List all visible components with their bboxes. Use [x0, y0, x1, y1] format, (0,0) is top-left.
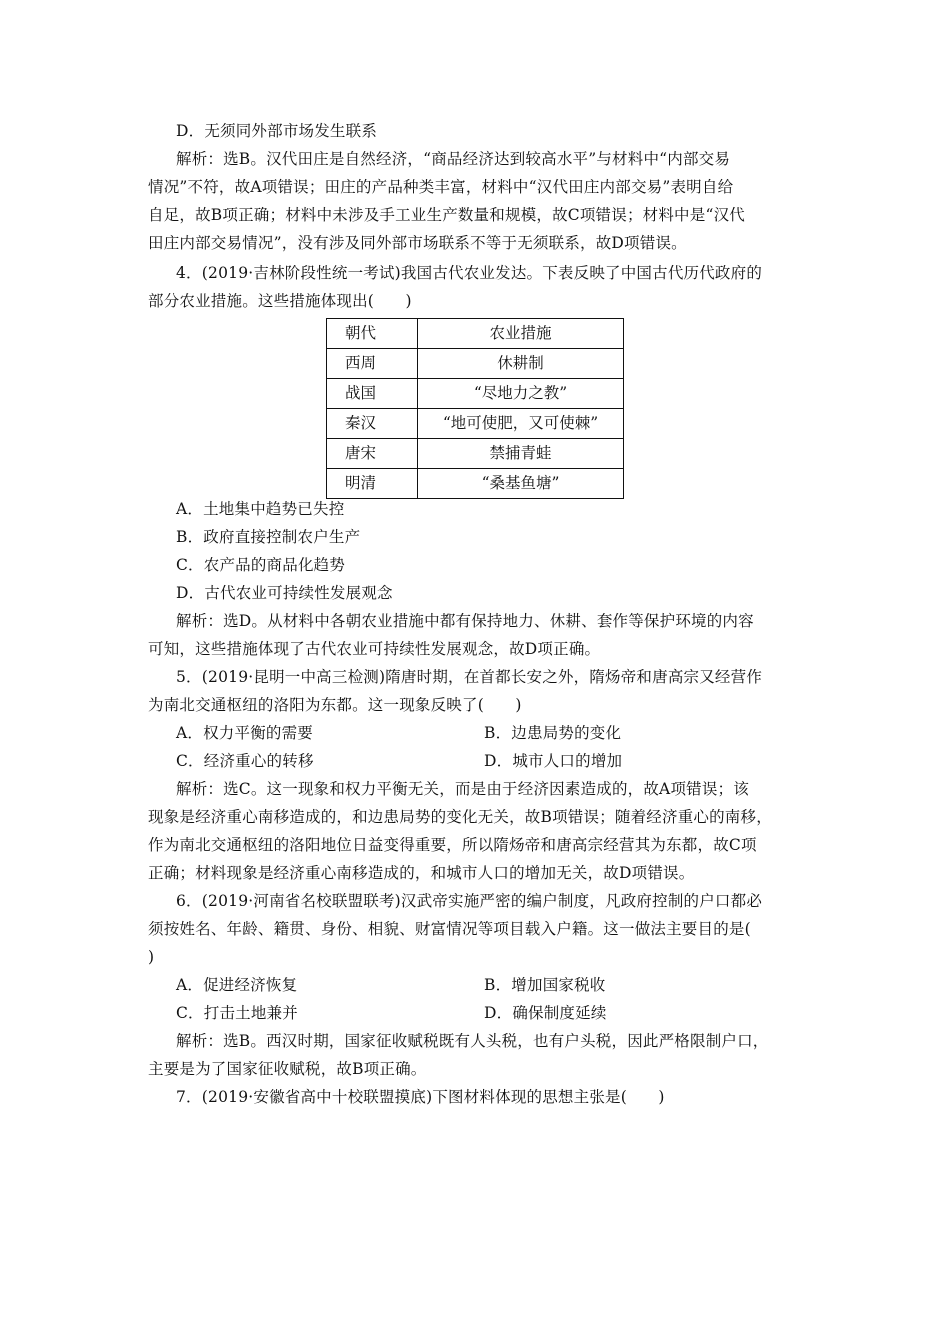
q5-analysis-line: 现象是经济重心南移造成的，和边患局势的变化无关，故B项错误；随着经济重心的南移，	[148, 808, 772, 826]
table-cell-measure: “尽地力之教”	[418, 379, 624, 409]
q4-stem-line: 部分农业措施。这些措施体现出( )	[148, 292, 412, 310]
q4-stem-line: 4．(2019·吉林阶段性统一考试)我国古代农业发达。下表反映了中国古代历代政府的	[176, 264, 763, 282]
q5-option-d: D．城市人口的增加	[484, 752, 623, 770]
q5-option-b: B．边患局势的变化	[484, 724, 622, 742]
table-row	[327, 409, 624, 439]
q3-analysis-line: 情况”不符，故A项错误；田庄的产品种类丰富，材料中“汉代田庄内部交易”表明自给	[148, 178, 734, 196]
table-row	[327, 379, 624, 409]
q6-stem-line: 须按姓名、年龄、籍贯、身份、相貌、财富情况等项目载入户籍。这一做法主要目的是(	[148, 920, 751, 938]
q5-stem-line: 为南北交通枢纽的洛阳为东都。这一现象反映了( )	[148, 696, 522, 714]
table-header-row	[327, 319, 624, 349]
table-cell-measure: 休耕制	[418, 349, 624, 379]
table-cell-measure: “地可使肥，又可使棘”	[418, 409, 624, 439]
q5-stem-line: 5．(2019·昆明一中高三检测)隋唐时期，在首都长安之外，隋炀帝和唐高宗又经营作	[176, 668, 763, 686]
q5-analysis-line: 正确；材料现象是经济重心南移造成的，和城市人口的增加无关，故D项错误。	[148, 864, 695, 882]
q6-stem-line: )	[148, 948, 155, 966]
table-cell-dynasty: 明清	[327, 469, 418, 499]
table-cell-dynasty: 秦汉	[327, 409, 418, 439]
table-header-dynasty: 朝代	[327, 319, 418, 349]
q4-option-b: B．政府直接控制农户生产	[176, 528, 361, 546]
q5-analysis-line: 解析：选C。这一现象和权力平衡无关，而是由于经济因素造成的，故A项错误；该	[176, 780, 749, 798]
q4-option-a: A．土地集中趋势已失控	[176, 500, 345, 518]
table-header-measure: 农业措施	[418, 319, 624, 349]
q6-analysis-line: 主要是为了国家征收赋税，故B项正确。	[148, 1060, 427, 1078]
q7-stem-line: 7．(2019·安徽省高中十校联盟摸底)下图材料体现的思想主张是( )	[176, 1088, 665, 1106]
q3-analysis-line: 自足，故B项正确；材料中未涉及手工业生产数量和规模，故C项错误；材料中是“汉代	[148, 206, 745, 224]
q3-analysis-line: 田庄内部交易情况”，没有涉及同外部市场联系不等于无须联系，故D项错误。	[148, 234, 687, 252]
q4-option-d: D．古代农业可持续性发展观念	[176, 584, 393, 602]
table-cell-measure: “桑基鱼塘”	[418, 469, 624, 499]
q6-analysis-line: 解析：选B。西汉时期，国家征收赋税既有人头税，也有户头税，因此严格限制户口，	[176, 1032, 769, 1050]
q5-option-c: C．经济重心的转移	[176, 752, 314, 770]
table-cell-dynasty: 西周	[327, 349, 418, 379]
q3-option-d: D．无须同外部市场发生联系	[176, 122, 378, 140]
q4-option-c: C．农产品的商品化趋势	[176, 556, 346, 574]
q6-option-b: B．增加国家税收	[484, 976, 606, 994]
table-cell-dynasty: 战国	[327, 379, 418, 409]
q6-option-d: D．确保制度延续	[484, 1004, 607, 1022]
q6-stem-line: 6．(2019·河南省名校联盟联考)汉武帝实施严密的编户制度，凡政府控制的户口都必	[176, 892, 763, 910]
q4-analysis-line: 可知，这些措施体现了古代农业可持续性发展观念，故D项正确。	[148, 640, 601, 658]
table-cell-dynasty: 唐宋	[327, 439, 418, 469]
q3-analysis-line: 解析：选B。汉代田庄是自然经济，“商品经济达到较高水平”与材料中“内部交易	[176, 150, 731, 168]
table-row	[327, 469, 624, 499]
table-row	[327, 349, 624, 379]
q4-analysis-line: 解析：选D。从材料中各朝农业措施中都有保持地力、休耕、套作等保护环境的内容	[176, 612, 754, 630]
q5-option-a: A．权力平衡的需要	[176, 724, 313, 742]
table-cell-measure: 禁捕青蛙	[418, 439, 624, 469]
q6-option-a: A．促进经济恢复	[176, 976, 298, 994]
q5-analysis-line: 作为南北交通枢纽的洛阳地位日益变得重要，所以隋炀帝和唐高宗经营其为东都，故C项	[148, 836, 757, 854]
agriculture-measures-table	[326, 318, 624, 499]
table-row	[327, 439, 624, 469]
q6-option-c: C．打击土地兼并	[176, 1004, 298, 1022]
